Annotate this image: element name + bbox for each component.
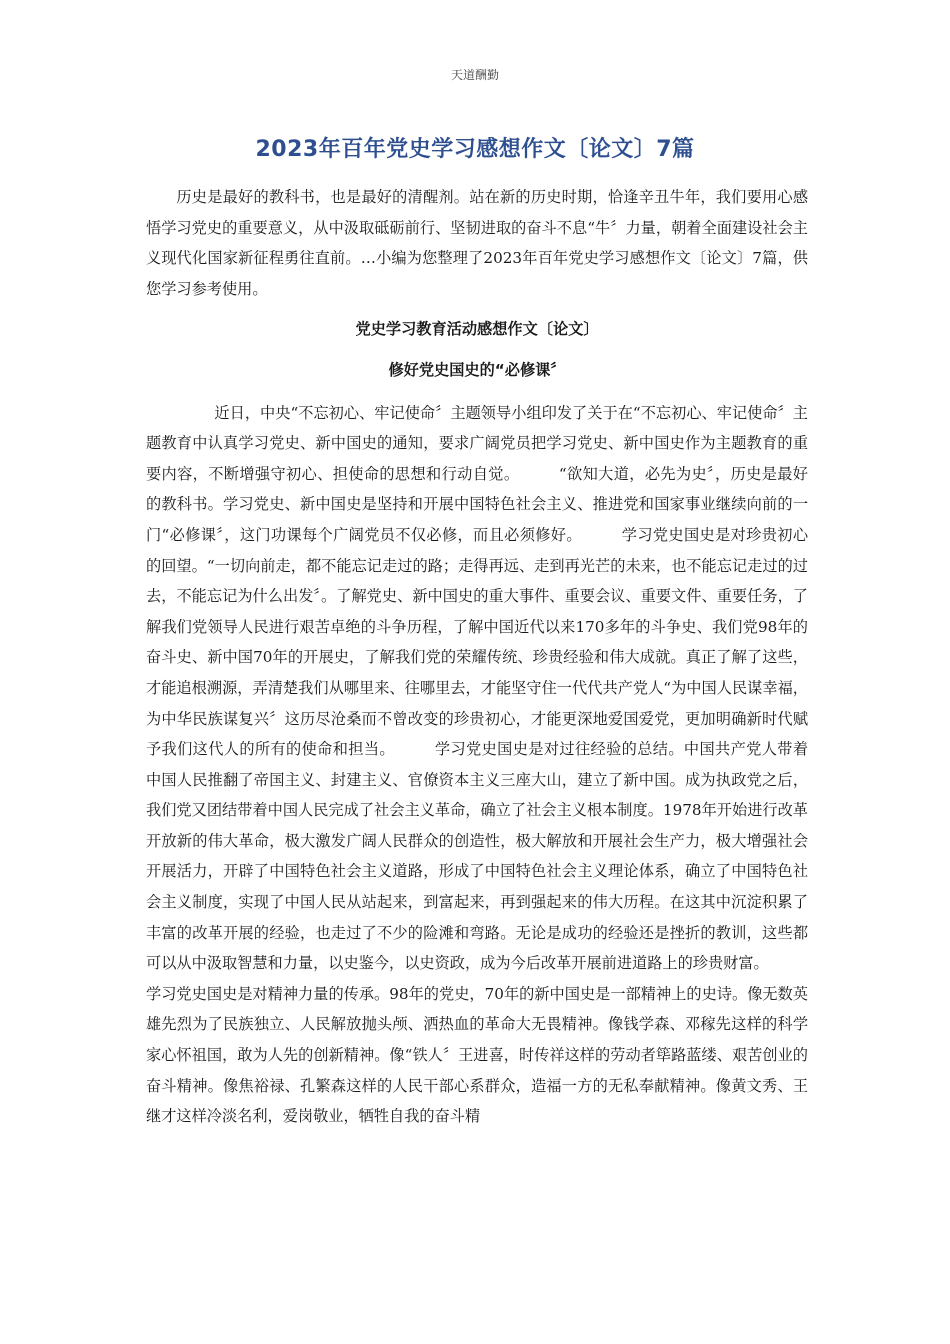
- document-title: 2023年百年党史学习感想作文〔论文〕7篇: [255, 137, 695, 162]
- body-paragraph-1d: 学习党史国史是对过往经验的总结。中国共产党人带着中国人民推翻了帝国主义、封建主义、官僚资本主义三座大山，建立了新中国。成为执政党之后，我们党又团结带着中国人民完成了社会主义革命，确立了社会主义根本制度。1978年开始进行改革开放新的伟大革命，极大激发广阔人民群众的创造性，极大解放和开展社会生产力，极大增强社会开展活力，开辟了中国特色社会主义道路，形成了中国特色社会主义理论体系，确立了中国特色社会主义制度，实现了中国人民从站起来，到富起来，再到强起来的伟大历程。在这其中沉淀积累了丰富的改革开展的经验，也走过了不少的险滩和弯路。无论是成功的经验还是挫折的教训，这些都可以从中汲取智慧和力量，以史鉴今，以史资政，成为今后改革开展前进道路上的珍贵财富。: [146, 740, 809, 973]
- body-paragraph-2: 学习党史国史是对精神力量的传承。98年的党史，70年的新中国史是一部精神上的史诗。像无数英雄先烈为了民族独立、人民解放抛头颅、洒热血的革命大无畏精神。像钱学森、邓稼先这样的科学家心怀祖国，敢为人先的创新精神。像“铁人〞王进喜，时传祥这样的劳动者筚路蓝缕、艰苦创业的奋斗精神。像焦裕禄、孔繁森这样的人民干部心系群众，造福一方的无私奉献精神。像黄文秀、王继才这样冷淡名利，爱岗敬业，牺牲自我的奋斗精: [146, 984, 808, 1126]
- document-body: [146, 182, 808, 1132]
- page-header: 天道酬勤: [450, 68, 499, 82]
- section-heading: 党史学习教育活动感想作文〔论文〕: [355, 320, 599, 339]
- body-paragraph-1a: 近日，中央“不忘初心、牢记使命〞主题领导小组印发了关于在“不忘初心、牢记使命〞主题教育中认真学习党史、新中国史的通知，要求广阔党员把学习党史、新中国史作为主题教育的重要内容，不断增强守初心、担使命的思想和行动自觉。: [146, 403, 808, 483]
- intro-paragraph: 历史是最好的教科书，也是最好的清醒剂。站在新的历史时期，恰逢辛丑牛年，我们要用心感悟学习党史的重要意义，从中汲取砥砺前行、坚韧进取的奋斗不息“牛〞力量，朝着全面建设社会主义现代化国家新征程勇往直前。…小编为您整理了2023年百年党史学习感想作文〔论文〕7篇，供您学习参考使用。: [146, 188, 808, 298]
- article-heading: 修好党史国史的“必修课〞: [388, 360, 566, 379]
- body-paragraph-1: [146, 398, 808, 979]
- body-paragraph-1b: “欲知大道，必先为史〞，历史是最好的教科书。学习党史、新中国史是坚持和开展中国特色社会主义、推进党和国家事业继续向前的一门“必修课〞，这门功课每个广阔党员不仅必修，而且必须修好。: [146, 464, 808, 544]
- body-paragraph-1c: 学习党史国史是对珍贵初心的回望。“一切向前走，都不能忘记走过的路；走得再远、走到再光芒的未来，也不能忘记走过的过去，不能忘记为什么出发〞。了解党史、新中国史的重大事件、重要会议、重要文件、重要任务，了解我们党领导人民进行艰苦卓绝的斗争历程，了解中国近代以来170多年的斗争史、我们党98年的奋斗史、新中国70年的开展史，了解我们党的荣耀传统、珍贵经验和伟大成就。真正了解了这些，才能追根溯源，弄清楚我们从哪里来、往哪里去，才能坚守住一代代共产党人“为中国人民谋幸福，为中华民族谋复兴〞这历尽沧桑而不曾改变的珍贵初心，才能更深地爱国爱党，更加明确新时代赋予我们这代人的所有的使命和担当。: [146, 525, 809, 759]
